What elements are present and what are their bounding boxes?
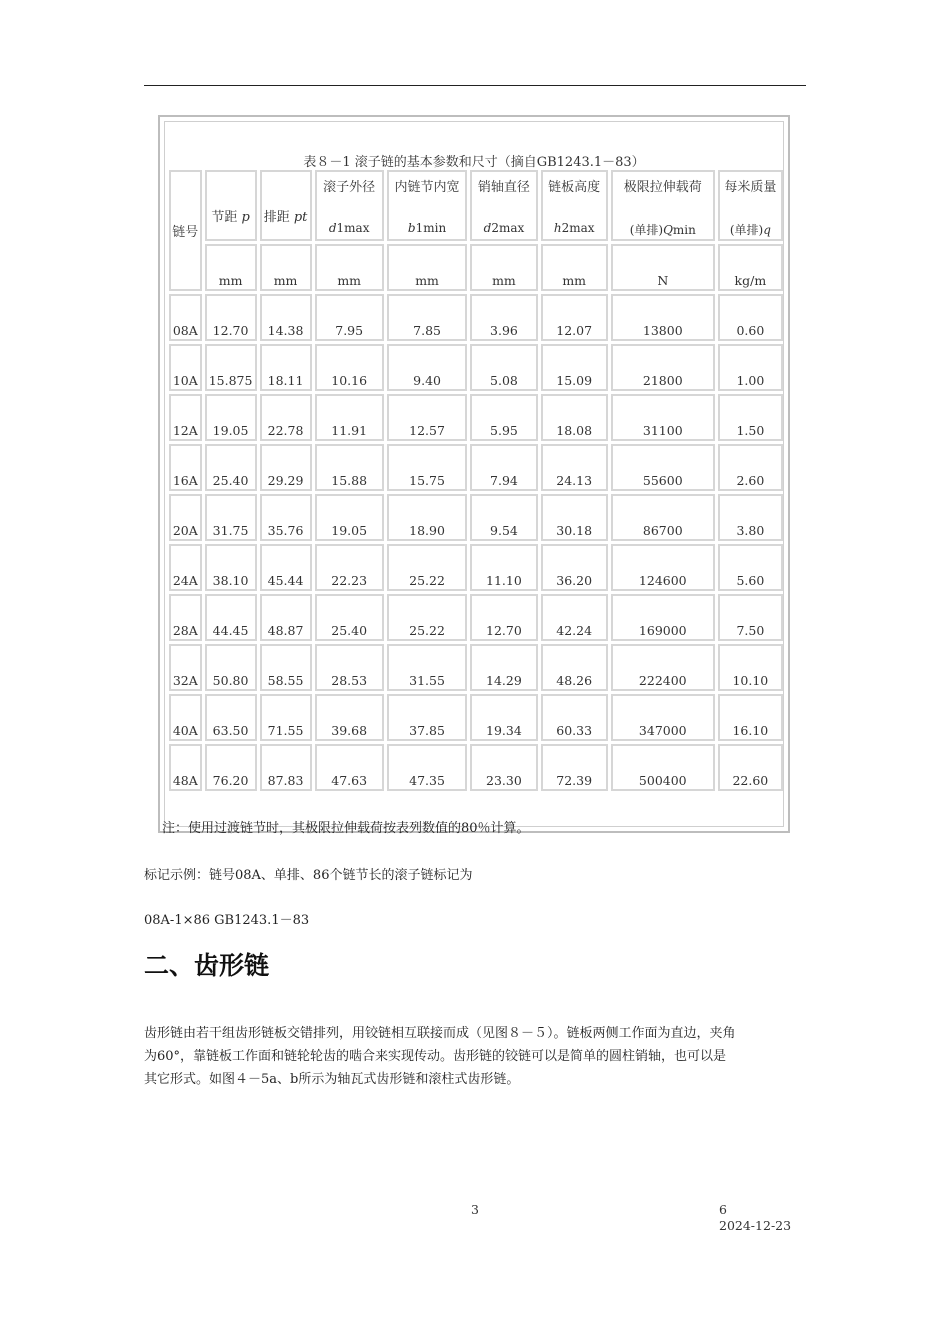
cell-mass: 3.80 (718, 494, 783, 541)
table-row (169, 294, 783, 341)
header-inner-width-symbol: b (407, 221, 416, 235)
unit-pitch: mm (205, 244, 257, 291)
cell-plate-height: 42.24 (541, 594, 608, 641)
header-inner-width-sub: 1min (415, 221, 447, 235)
cell-plate-height: 12.07 (541, 294, 608, 341)
cell-plate-height: 36.20 (541, 544, 608, 591)
mark-example-text: 标记示例：链号08A、单排、86个链节长的滚子链标记为 (144, 868, 473, 883)
header-mass-symbol: q (763, 223, 771, 237)
header-row-units (169, 244, 783, 291)
cell-pin-dia: 5.95 (470, 394, 537, 441)
cell-inner-width: 25.22 (387, 594, 468, 641)
table-row (169, 744, 783, 791)
cell-chain-number: 32A (169, 644, 202, 691)
cell-inner-width: 31.55 (387, 644, 468, 691)
page-number: 3 (471, 1202, 479, 1217)
cell-pitch: 12.70 (205, 294, 257, 341)
cell-pin-dia: 5.08 (470, 344, 537, 391)
table-row (169, 594, 783, 641)
cell-row-pitch: 45.44 (260, 544, 312, 591)
cell-roller-dia: 25.40 (315, 594, 384, 641)
unit-inner-width: mm (387, 244, 468, 291)
mark-code-text: 08A-1×86 GB1243.1－83 (144, 913, 310, 928)
cell-tensile-load: 347000 (611, 694, 715, 741)
cell-mass: 22.60 (718, 744, 783, 791)
cell-row-pitch: 87.83 (260, 744, 312, 791)
cell-pin-dia: 7.94 (470, 444, 537, 491)
cell-mass: 5.60 (718, 544, 783, 591)
cell-chain-number: 40A (169, 694, 202, 741)
header-pin-dia (470, 170, 537, 241)
header-pitch-label: 节距 (211, 210, 238, 225)
cell-tensile-load: 500400 (611, 744, 715, 791)
cell-pin-dia: 14.29 (470, 644, 537, 691)
unit-mass: kg/m (718, 244, 783, 291)
cell-chain-number: 20A (169, 494, 202, 541)
cell-row-pitch: 58.55 (260, 644, 312, 691)
cell-tensile-load: 86700 (611, 494, 715, 541)
header-roller-dia (315, 170, 384, 241)
header-mass-per-meter (718, 170, 783, 241)
cell-row-pitch: 29.29 (260, 444, 312, 491)
cell-pin-dia: 23.30 (470, 744, 537, 791)
cell-roller-dia: 15.88 (315, 444, 384, 491)
footer-date: 2024-12-23 (719, 1218, 792, 1233)
cell-tensile-load: 124600 (611, 544, 715, 591)
header-pin-dia-sub: 2max (491, 221, 525, 235)
cell-pin-dia: 9.54 (470, 494, 537, 541)
header-pin-dia-symbol: d (483, 221, 492, 235)
cell-pitch: 15.875 (205, 344, 257, 391)
header-tensile-load-sub: min (672, 223, 696, 237)
cell-plate-height: 30.18 (541, 494, 608, 541)
cell-mass: 0.60 (718, 294, 783, 341)
unit-pin-dia: mm (470, 244, 537, 291)
cell-inner-width: 18.90 (387, 494, 468, 541)
paragraph-line: 其它形式。如图４－5a、b所示为轴瓦式齿形链和滚柱式齿形链。 (144, 1072, 520, 1087)
cell-inner-width: 37.85 (387, 694, 468, 741)
unit-row-pitch: mm (260, 244, 312, 291)
cell-inner-width: 9.40 (387, 344, 468, 391)
cell-chain-number: 48A (169, 744, 202, 791)
header-plate-height-name: 链板高度 (548, 180, 601, 195)
body-paragraph (144, 1022, 806, 1091)
header-tensile-load-pre: (单排) (629, 223, 664, 237)
cell-row-pitch: 35.76 (260, 494, 312, 541)
cell-roller-dia: 19.05 (315, 494, 384, 541)
cell-plate-height: 60.33 (541, 694, 608, 741)
cell-tensile-load: 31100 (611, 394, 715, 441)
cell-plate-height: 15.09 (541, 344, 608, 391)
cell-pitch: 50.80 (205, 644, 257, 691)
cell-tensile-load: 169000 (611, 594, 715, 641)
header-mass-pre: (单排) (729, 223, 764, 237)
header-roller-dia-symbol: d (328, 221, 337, 235)
header-row-pitch-label: 排距 (263, 210, 290, 225)
cell-roller-dia: 10.16 (315, 344, 384, 391)
cell-pitch: 38.10 (205, 544, 257, 591)
cell-pin-dia: 12.70 (470, 594, 537, 641)
cell-pitch: 25.40 (205, 444, 257, 491)
table-row (169, 494, 783, 541)
cell-mass: 16.10 (718, 694, 783, 741)
unit-tensile-load: N (611, 244, 715, 291)
table-row (169, 694, 783, 741)
cell-chain-number: 08A (169, 294, 202, 341)
cell-mass: 10.10 (718, 644, 783, 691)
header-plate-height (541, 170, 608, 241)
cell-row-pitch: 71.55 (260, 694, 312, 741)
cell-pin-dia: 19.34 (470, 694, 537, 741)
cell-plate-height: 72.39 (541, 744, 608, 791)
cell-pin-dia: 3.96 (470, 294, 537, 341)
cell-pin-dia: 11.10 (470, 544, 537, 591)
cell-row-pitch: 22.78 (260, 394, 312, 441)
header-roller-dia-sub: 1max (336, 221, 370, 235)
cell-inner-width: 12.57 (387, 394, 468, 441)
cell-chain-number: 10A (169, 344, 202, 391)
cell-inner-width: 15.75 (387, 444, 468, 491)
cell-inner-width: 25.22 (387, 544, 468, 591)
header-inner-width (387, 170, 468, 241)
cell-row-pitch: 18.11 (260, 344, 312, 391)
cell-row-pitch: 48.87 (260, 594, 312, 641)
header-row-pitch-symbol: pt (293, 210, 308, 225)
cell-pitch: 44.45 (205, 594, 257, 641)
cell-roller-dia: 47.63 (315, 744, 384, 791)
cell-roller-dia: 7.95 (315, 294, 384, 341)
cell-tensile-load: 21800 (611, 344, 715, 391)
header-rule (144, 85, 806, 86)
cell-inner-width: 7.85 (387, 294, 468, 341)
header-pin-dia-name: 销轴直径 (477, 180, 530, 195)
cell-inner-width: 47.35 (387, 744, 468, 791)
table-row (169, 344, 783, 391)
parameter-grid (166, 167, 786, 794)
table-row (169, 444, 783, 491)
cell-plate-height: 48.26 (541, 644, 608, 691)
table-caption: 表８－1 滚子链的基本参数和尺寸（摘自GB1243.1－83） (303, 155, 645, 170)
header-plate-height-sub: 2max (561, 221, 595, 235)
header-mass-name: 每米质量 (724, 180, 777, 195)
cell-chain-number: 24A (169, 544, 202, 591)
cell-mass: 7.50 (718, 594, 783, 641)
footer-right-number: 6 (719, 1202, 727, 1217)
table-row (169, 644, 783, 691)
cell-pitch: 31.75 (205, 494, 257, 541)
header-roller-dia-name: 滚子外径 (323, 180, 376, 195)
unit-roller-dia: mm (315, 244, 384, 291)
cell-roller-dia: 11.91 (315, 394, 384, 441)
cell-chain-number: 12A (169, 394, 202, 441)
chain-number-header: 链号 (169, 170, 202, 291)
cell-plate-height: 24.13 (541, 444, 608, 491)
cell-tensile-load: 55600 (611, 444, 715, 491)
cell-roller-dia: 28.53 (315, 644, 384, 691)
chain-parameter-table (158, 115, 790, 836)
section-heading: 二、齿形链 (144, 951, 270, 980)
cell-plate-height: 18.08 (541, 394, 608, 441)
header-tensile-load-name: 极限拉伸载荷 (623, 180, 702, 195)
header-pitch (205, 170, 257, 241)
cell-mass: 1.00 (718, 344, 783, 391)
header-inner-width-name: 内链节内宽 (394, 180, 460, 195)
cell-pitch: 76.20 (205, 744, 257, 791)
cell-tensile-load: 13800 (611, 294, 715, 341)
table-row (169, 394, 783, 441)
cell-pitch: 19.05 (205, 394, 257, 441)
cell-tensile-load: 222400 (611, 644, 715, 691)
table-note: 注：使用过渡链节时，其极限拉伸载荷按表列数值的80％计算。 (162, 821, 530, 836)
header-row-names (169, 170, 783, 241)
header-tensile-load-symbol: Q (663, 223, 673, 237)
cell-mass: 1.50 (718, 394, 783, 441)
cell-chain-number: 28A (169, 594, 202, 641)
cell-chain-number: 16A (169, 444, 202, 491)
cell-roller-dia: 22.23 (315, 544, 384, 591)
paragraph-line: 齿形链由若干组齿形链板交错排列，用铰链相互联接而成（见图８－５）。链板两侧工作面为直边，夹角 (144, 1026, 736, 1041)
header-row-pitch (260, 170, 312, 241)
paragraph-line: 为60°，靠链板工作面和链轮轮齿的啮合来实现传动。齿形链的铰链可以是简单的圆柱销轴，也可以是 (144, 1049, 727, 1064)
table-row (169, 544, 783, 591)
unit-plate-height: mm (541, 244, 608, 291)
header-tensile-load (611, 170, 715, 241)
cell-roller-dia: 39.68 (315, 694, 384, 741)
header-plate-height-symbol: h (553, 221, 562, 235)
cell-row-pitch: 14.38 (260, 294, 312, 341)
cell-pitch: 63.50 (205, 694, 257, 741)
cell-mass: 2.60 (718, 444, 783, 491)
header-pitch-symbol: p (241, 210, 250, 225)
